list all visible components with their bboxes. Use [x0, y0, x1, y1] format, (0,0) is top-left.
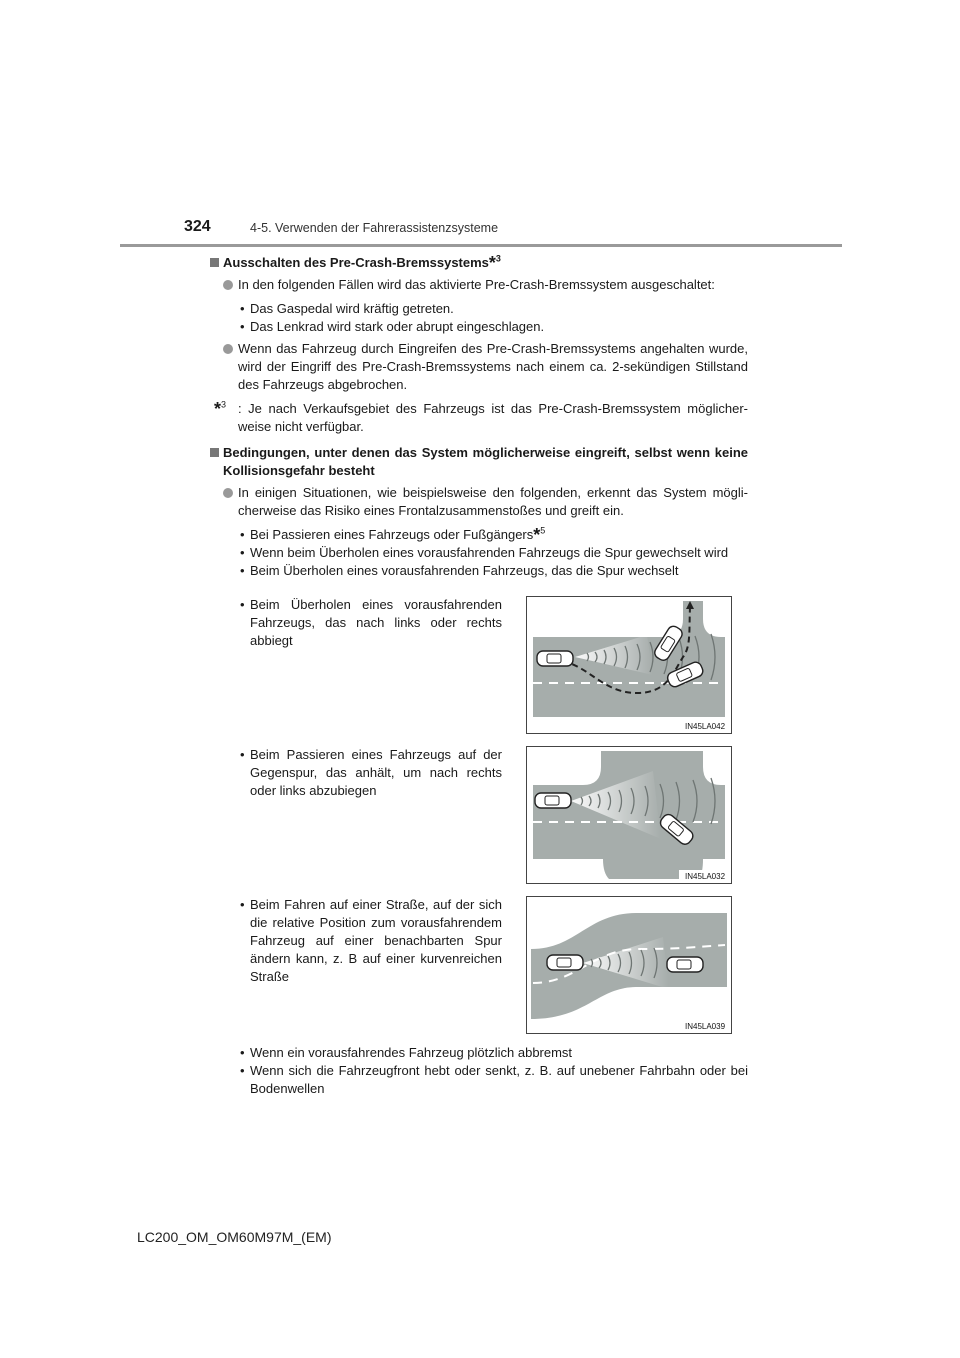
circle-item — [210, 340, 748, 394]
illustration-oncoming-vehicle — [527, 747, 731, 883]
bullet-item: • Wenn sich die Fahrzeugfront hebt oder senkt, z. B. auf unebener Fahrbahn oder bei Bodenwellen — [240, 1063, 748, 1096]
circle-item — [210, 276, 748, 294]
bullet-item: • Das Gaspedal wird kräftig getreten. — [240, 301, 454, 316]
bullet-sup: 5 — [540, 525, 546, 536]
footnote-text: : Je nach Verkaufsgebiet des Fahrzeugs ist das Pre-Crash-Bremssystem möglicherweise nicht verfügbar. — [238, 401, 748, 434]
bullet-item: • Beim Überholen eines vorausfahrenden Fahrzeugs, das die Spur wechselt — [240, 563, 679, 578]
circle-item — [210, 484, 748, 520]
circle-item-text: In den folgenden Fällen wird das aktivierte Pre-Crash-Bremssystem ausgeschaltet: — [238, 277, 715, 292]
car-icon — [547, 955, 583, 970]
figure-code: IN45LA039 — [685, 1022, 726, 1031]
figure-turning-vehicle — [526, 596, 732, 734]
car-icon — [537, 651, 573, 666]
illustration-curved-road — [527, 897, 731, 1033]
square-bullet-icon — [210, 258, 219, 267]
asterisk-icon: * — [533, 525, 541, 545]
circle-bullet-icon — [223, 344, 233, 354]
bullet-text: Das Lenkrad wird stark oder abrupt eingeschlagen. — [250, 319, 545, 334]
square-bullet-icon — [210, 448, 219, 457]
header-rule — [120, 244, 842, 247]
heading-text: Ausschalten des Pre-Crash-Bremssystems — [223, 255, 489, 270]
figure-code: IN45LA042 — [685, 722, 726, 731]
circle-item-text: Wenn das Fahrzeug durch Eingreifen des Pre-Crash-Bremssystems angehalten wurde, wird der Eingriff des Pre-Crash-Bremssystems nach einem ca. 2-sekündigen Stillstand des Fahrzeugs abgebrochen. — [238, 341, 748, 392]
bullet-text: Wenn sich die Fahrzeugfront hebt oder senkt, z. B. auf unebener Fahrbahn oder bei Bodenwellen — [250, 1063, 748, 1096]
bullet-item: • Das Lenkrad wird stark oder abrupt eingeschlagen. — [240, 319, 545, 334]
bullet-item: • Bei Passieren eines Fahrzeugs oder Fußgängers*$^5$ — [240, 525, 546, 545]
main-content — [210, 254, 748, 580]
circle-bullet-icon — [223, 488, 233, 498]
figure-code: IN45LA032 — [685, 872, 726, 881]
circle-item-text: In einigen Situationen, wie beispielsweise den folgenden, erkennt das System möglicherweise das Risiko eines Frontalzusammenstoßes und greift ein. — [238, 485, 748, 518]
figure-caption: • Beim Fahren auf einer Straße, auf der sich die relative Position zum vorausfahrendem Fahrzeug auf einer benachbarten Spur ändern kann, z. B auf einer kurvenreichen Straße — [240, 897, 502, 984]
bullet-text: Beim Überholen eines vorausfahrenden Fahrzeugs, das die Spur wechselt — [250, 563, 679, 578]
bullet-item: • Wenn beim Überholen eines vorausfahrenden Fahrzeugs die Spur gewechselt wird — [240, 545, 729, 560]
footnote — [210, 400, 748, 436]
figure-caption-text: Beim Fahren auf einer Straße, auf der sich die relative Position zum vorausfahrendem Fahrzeug auf einer benachbarten Spur ändern kann, z. B auf einer kurvenreichen Straße — [250, 897, 502, 984]
bullet-text: Wenn beim Überholen eines vorausfahrenden Fahrzeugs die Spur gewechselt wird — [250, 545, 729, 560]
car-icon — [667, 957, 703, 972]
heading-precrash-off — [210, 254, 748, 272]
circle-bullet-icon — [223, 280, 233, 290]
bullet-text: Bei Passieren eines Fahrzeugs oder Fußgängers — [250, 527, 534, 542]
footnote-marker — [214, 400, 226, 418]
page-number: 324 — [184, 218, 211, 235]
bullet-text: Wenn ein vorausfahrendes Fahrzeug plötzlich abbremst — [250, 1045, 573, 1060]
footer-doc-id: LC200_OM_OM60M97M_(EM) — [137, 1229, 332, 1245]
figure-curved-road — [526, 896, 732, 1034]
asterisk-icon: * — [214, 399, 222, 419]
section-title: 4-5. Verwenden der Fahrerassistenzsysteme — [250, 221, 499, 235]
heading-conditions — [210, 444, 748, 480]
figure-caption-text: Beim Überholen eines vorausfahrenden Fahrzeugs, das nach links oder rechts abbiegt — [250, 597, 502, 648]
footnote-number: 3 — [221, 399, 227, 410]
illustration-turning-vehicle — [527, 597, 731, 733]
heading-text: Bedingungen, unter denen das System möglicherweise eingreift, selbst wenn keine Kollisionsgefahr besteht — [223, 445, 748, 478]
figure-caption: • Beim Passieren eines Fahrzeugs auf der Gegenspur, das anhält, um nach rechts oder links abzubiegen — [240, 747, 502, 798]
asterisk-icon: * — [488, 253, 496, 273]
heading-sup: 3 — [495, 253, 501, 264]
bullet-item: • Wenn ein vorausfahrendes Fahrzeug plötzlich abbremst — [240, 1045, 573, 1060]
figure-caption: • Beim Überholen eines vorausfahrenden Fahrzeugs, das nach links oder rechts abbiegt — [240, 597, 502, 648]
figure-caption-text: Beim Passieren eines Fahrzeugs auf der Gegenspur, das anhält, um nach rechts oder links abzubiegen — [250, 747, 502, 798]
car-icon — [535, 793, 571, 808]
bullet-text: Das Gaspedal wird kräftig getreten. — [250, 301, 454, 316]
tail-content — [210, 1044, 748, 1098]
figure-oncoming-vehicle — [526, 746, 732, 884]
